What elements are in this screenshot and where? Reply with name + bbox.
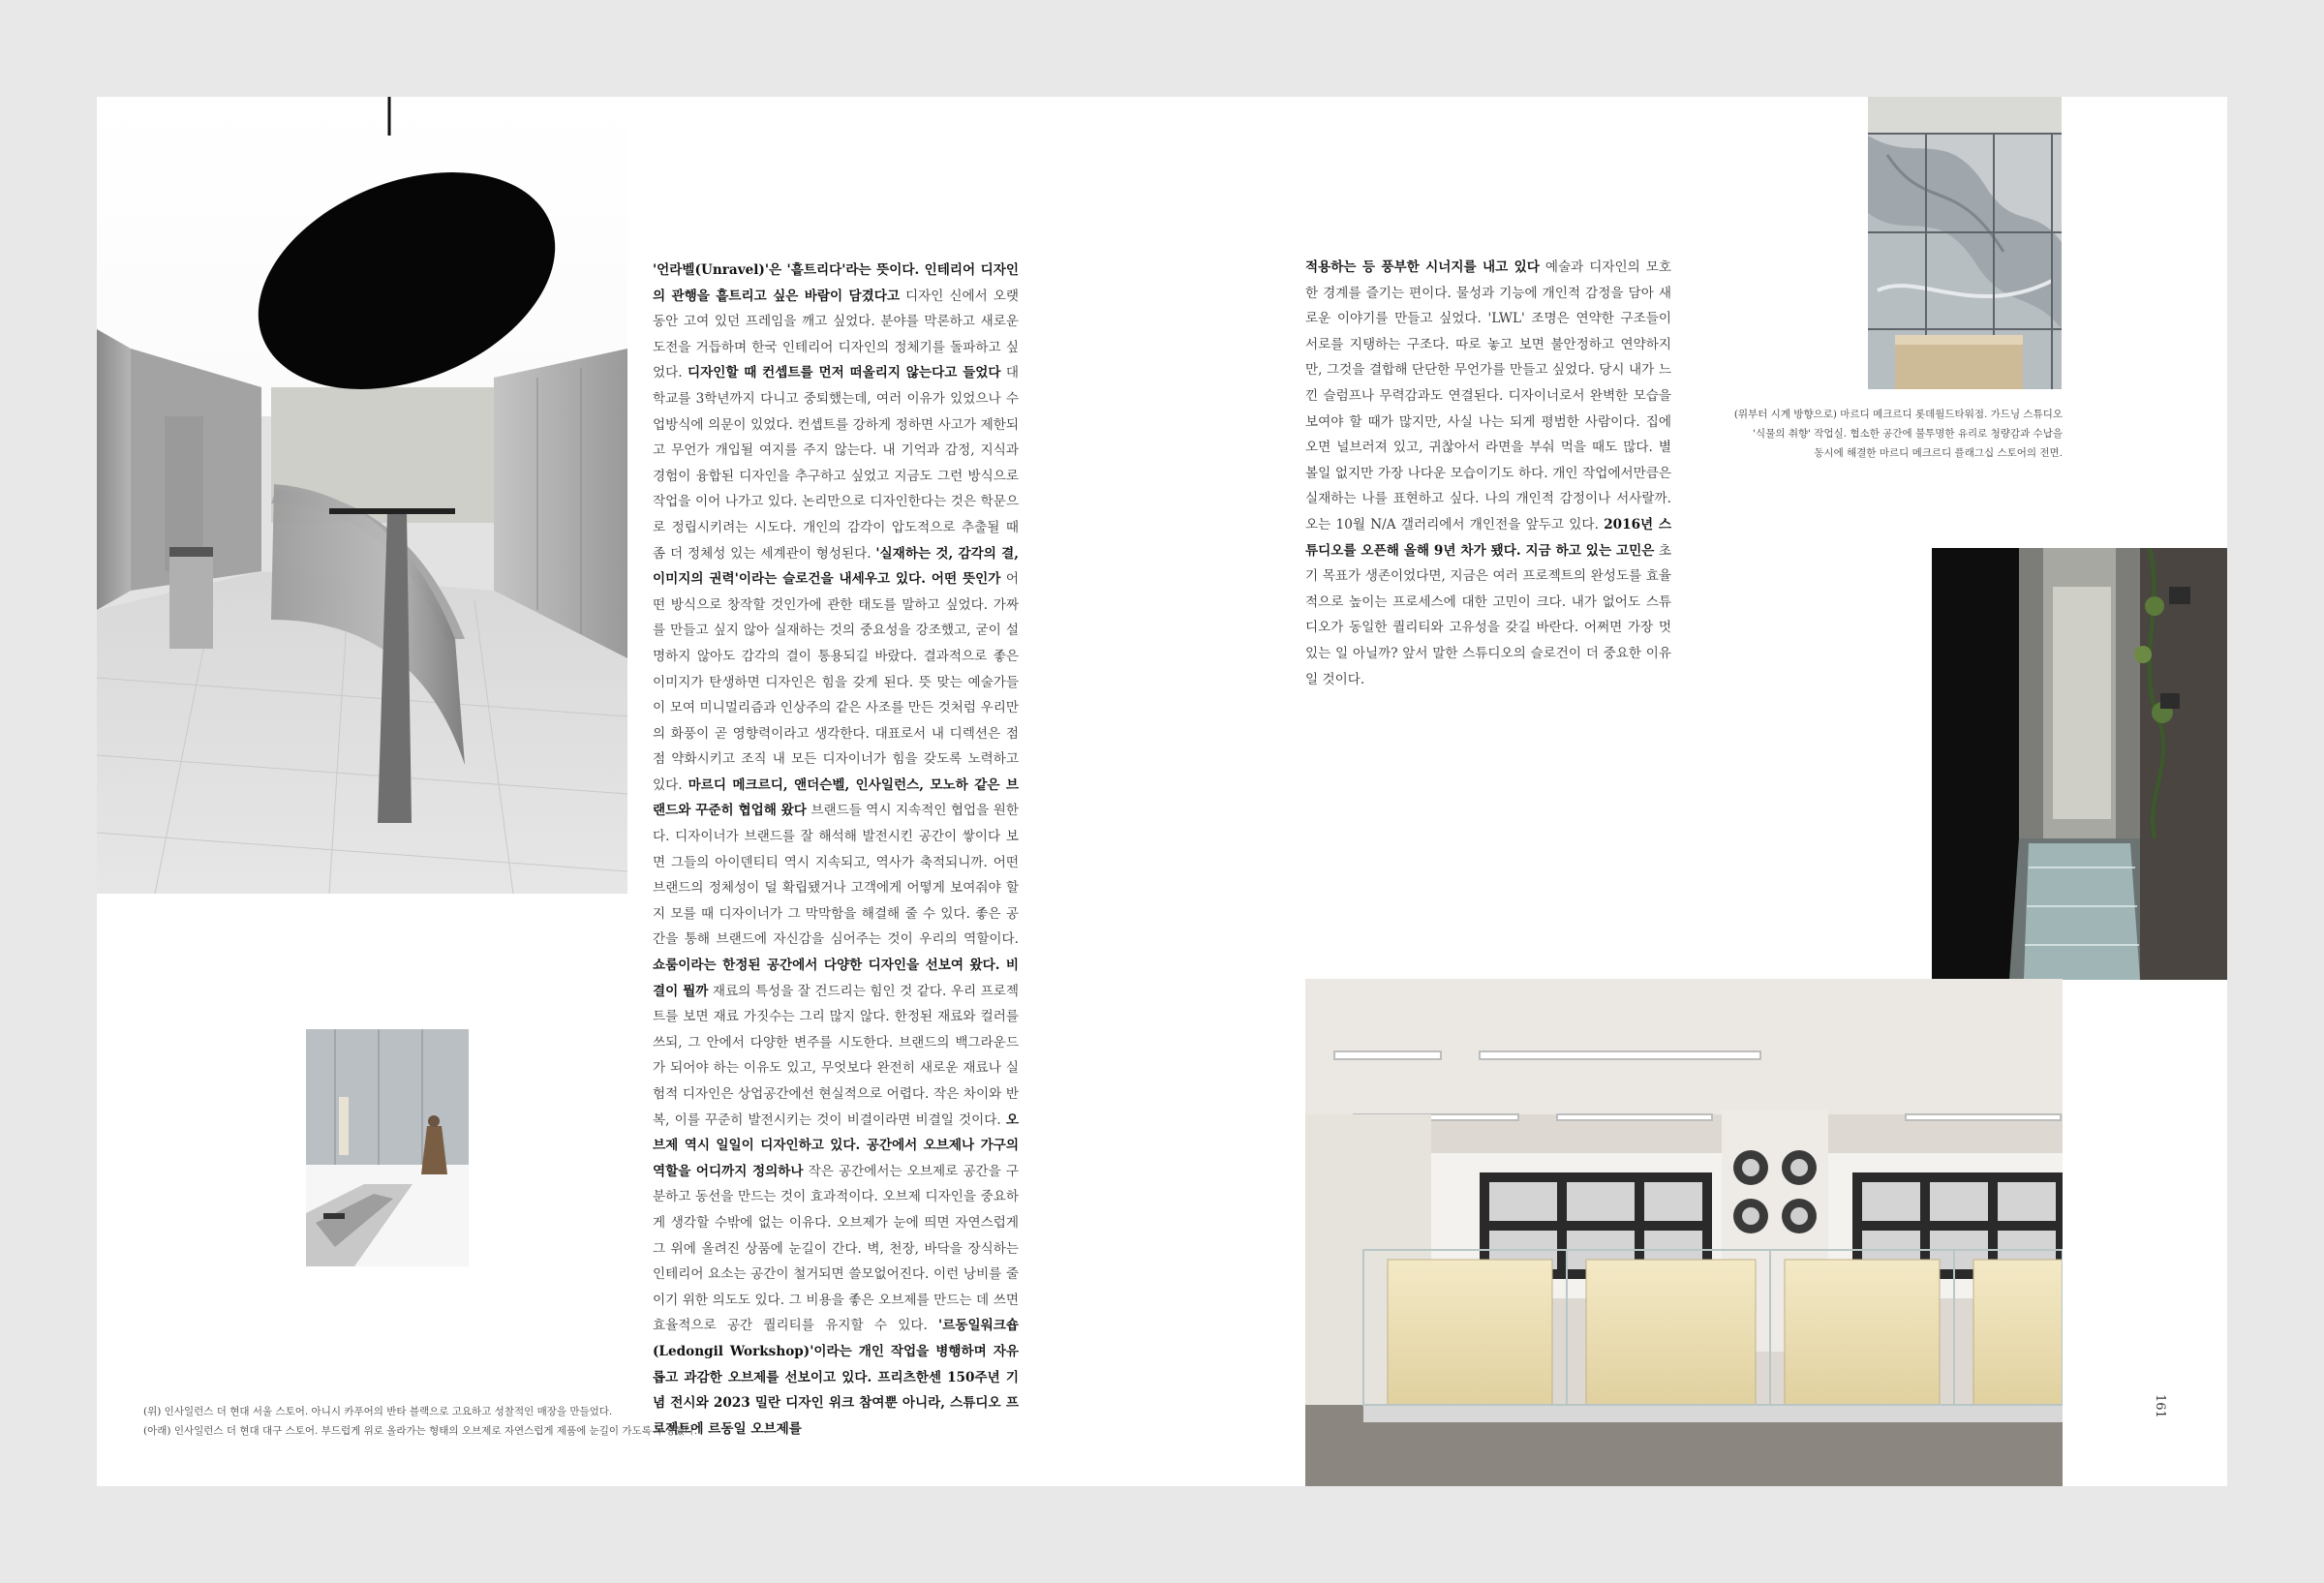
small-showroom-photo — [306, 1029, 469, 1266]
question-text: 쇼룸이라는 한정된 공간에서 다양한 디자인을 선보여 왔다. 비결이 뭘까 — [653, 958, 1019, 999]
answer-text: 디자인 신에서 오랫동안 고여 있던 프레임을 깨고 싶었다. 분야를 막론하고 새로운 도전을 거듭하며 한국 인테리어 디자인의 정체기를 돌파하고 싶었다. — [653, 288, 1019, 381]
answer-text: 대학교를 3학년까지 다니고 중퇴했는데, 여러 이유가 있었으나 수업방식에 의문이 있었다. 컨셉트를 강하게 정하면 사고가 제한되고 무언가 개입될 여지를 주지 않는다. 내 기억과 감정, 지식과 경험이 융합된 디자인을 추구하고 싶었고 지금도 그런 방식으로 작업을 이어 나가고 있다. 논리만으로 디자인한다는 것은 학문으로 정립시키려는 시도다. 개인의 감각이 압도적으로 추출될 때 좀 더 정체성 있는 세계관이 형성된다. — [653, 365, 1019, 562]
answer-text: 재료의 특성을 잘 건드리는 힘인 것 같다. 우리 프로젝트를 보면 재료 가짓수는 그리 많지 않다. 한정된 재료와 컬러를 쓰되, 그 안에서 다양한 변주를 시도한다. 브랜드의 백그라운드가 되어야 하는 이유도 있고, 무엇보다 완전히 새로운 재료나 실험적 디자인은 상업공간에선 현실적으로 어렵다. 작은 차이와 반복, 이를 꾸준히 발전시키는 것이 비결이라면 비결일 것이다. — [653, 983, 1019, 1128]
caption-top: (위) 인사일런스 더 현대 서울 스토어. 아니시 카푸어의 반타 블랙으로 고요하고 성찰적인 매장을 만들었다. — [143, 1406, 613, 1417]
page-number: 161 — [2153, 1394, 2167, 1418]
answer-text: 작은 공간에서는 오브제로 공간을 구분하고 동선을 만드는 것이 효과적이다. 오브제 디자인을 중요하게 생각할 수밖에 없는 이유다. 오브제가 눈에 띄면 자연스럽게 그 위에 올려진 상품에 눈길이 간다. 벽, 천장, 바닥을 장식하는 인테리어 요소는 공간이 철거되면 쓸모없어진다. 이런 낭비를 줄이기 위한 의도도 있다. 그 비용을 좋은 오브제를 만드는 데 쓰면 효율적으로 공간 퀄리티를 유지할 수 있다. — [653, 1163, 1019, 1334]
right-article-column — [1305, 255, 1671, 692]
large-showroom-photo — [97, 97, 627, 894]
caption-line: (위부터 시계 방향으로) 마르디 메크르디 롯데월드타워점. 가드닝 스튜디오 — [1733, 409, 2063, 420]
right-photo-caption — [1646, 405, 2063, 463]
left-photo-captions — [143, 1402, 841, 1441]
right-article-paragraph — [1305, 255, 1671, 692]
answer-text: 브랜드들 역시 지속적인 협업을 원한다. 디자이너가 브랜드를 잘 해석해 발전시킨 공간이 쌓이다 보면 그들의 아이덴티티 역시 지속되고, 역사가 축적되니까. 어떤 브랜드의 정체성이 덜 확립됐거나 고객에게 어떻게 보여줘야 할지 모를 때 디자이너가 그 막막함을 해결해 줄 수 있다. 좋은 공간을 통해 브랜드에 자신감을 심어주는 것이 우리의 역할이다. — [653, 803, 1019, 948]
left-article-column — [653, 258, 1019, 1442]
store-interior-photo — [1305, 979, 2063, 1486]
question-text: 디자인할 때 컨셉트를 먼저 떠올리지 않는다고 들었다 — [687, 365, 1001, 381]
question-text: '실재하는 것, 감각의 결, 이미지의 권력'이라는 슬로건을 내세우고 있다. 어떤 뜻인가 — [653, 545, 1019, 588]
question-text: '언라벨(Unravel)'은 '흩트리다'라는 뜻이다. 인테리어 디자인의 관행을 흩트리고 싶은 바람이 담겼다고 — [653, 262, 1019, 304]
caption-line: 동시에 해결한 마르디 메크르디 플래그십 스토어의 전면. — [1814, 447, 2063, 459]
left-page — [97, 97, 1162, 1486]
question-text: 오브제 역시 일일이 디자인하고 있다. 공간에서 오브제나 가구의 역할을 어디까지 정의하나 — [653, 1111, 1019, 1179]
question-text: 2016년 스튜디오를 오픈해 올해 9년 차가 됐다. 지금 하고 있는 고민은 — [1305, 516, 1671, 559]
question-text: '르동일워크숍(Ledongil Workshop)'이라는 개인 작업을 병행하며 자유롭고 과감한 오브제를 선보이고 있다. 프리츠한센 150주년 기념 전시와 2023 밀란 디자인 위크 참여뿐 아니라, 스튜디오 프로젝트에 르동일 오브제를 — [653, 1318, 1019, 1437]
question-text: 마르디 메크르디, 앤더슨벨, 인사일런스, 모노하 같은 브랜드와 꾸준히 협업해 왔다 — [653, 776, 1019, 819]
question-text: 적용하는 등 풍부한 시너지를 내고 있다 — [1305, 259, 1540, 275]
caption-line: '식물의 취향' 작업실. 협소한 공간에 불투명한 유리로 청량감과 수납을 — [1753, 428, 2063, 440]
right-page — [1162, 97, 2227, 1486]
corridor-plants-photo — [1932, 548, 2227, 980]
answer-text: 어떤 방식으로 창작할 것인가에 관한 태도를 말하고 싶었다. 가짜를 만들고 싶지 않아 실재하는 것의 중요성을 강조했고, 굳이 설명하지 않아도 감각의 결이 통용되길 바랐다. 결과적으로 좋은 이미지가 탄생하면 디자인은 힘을 갖게 된다. 뜻 맞는 예술가들이 모여 미니멀리즘과 인상주의 같은 사조를 만든 것처럼 우리만의 화풍이 곧 영향력이라고 생각한다. 대표로서 내 디렉션은 점점 약화시키고 조직 내 모든 디자이너가 힘을 갖도록 노력하고 있다. — [653, 571, 1019, 793]
answer-text: 예술과 디자인의 모호한 경계를 즐기는 편이다. 물성과 기능에 개인적 감정을 담아 새로운 이야기를 만들고 싶었다. 'LWL' 조명은 연약한 구조들이 서로를 지탱하는 구조다. 따로 놓고 보면 불안정하고 연약하지만, 그것을 결합해 단단한 무언가를 만들고 싶었다. 당시 내가 느낀 슬럼프나 무력감과도 연결된다. 디자이너로서 완벽한 모습을 보여야 할 때가 많지만, 사실 나는 되게 평범한 사람이다. 집에 오면 널브러져 있고, 귀찮아서 라면을 부숴 먹을 때도 많다. 별 볼일 없지만 가장 나다운 모습이기도 하다. 개인 작업에서만큼은 실재하는 나를 표현하고 싶다. 나의 개인적 감정이나 서사랄까. 오는 10월 N/A 갤러리에서 개인전을 앞두고 있다. — [1305, 259, 1671, 533]
answer-text: 초기 목표가 생존이었다면, 지금은 여러 프로젝트의 완성도를 효율적으로 높이는 프로세스에 대한 고민이 크다. 내가 없어도 스튜디오가 동일한 퀄리티와 고유성을 갖길 바란다. 어쩌면 가장 멋있는 일 아닐까? 앞서 말한 스튜디오의 슬로건이 더 중요한 이유일 것이다. — [1305, 542, 1672, 687]
marble-wall-photo — [1868, 97, 2062, 389]
left-article-paragraph — [653, 258, 1019, 1442]
caption-bottom: (아래) 인사일런스 더 현대 대구 스토어. 부드럽게 위로 올라가는 형태의 오브제로 자연스럽게 제품에 눈길이 가도록 구성했다. — [143, 1425, 698, 1437]
